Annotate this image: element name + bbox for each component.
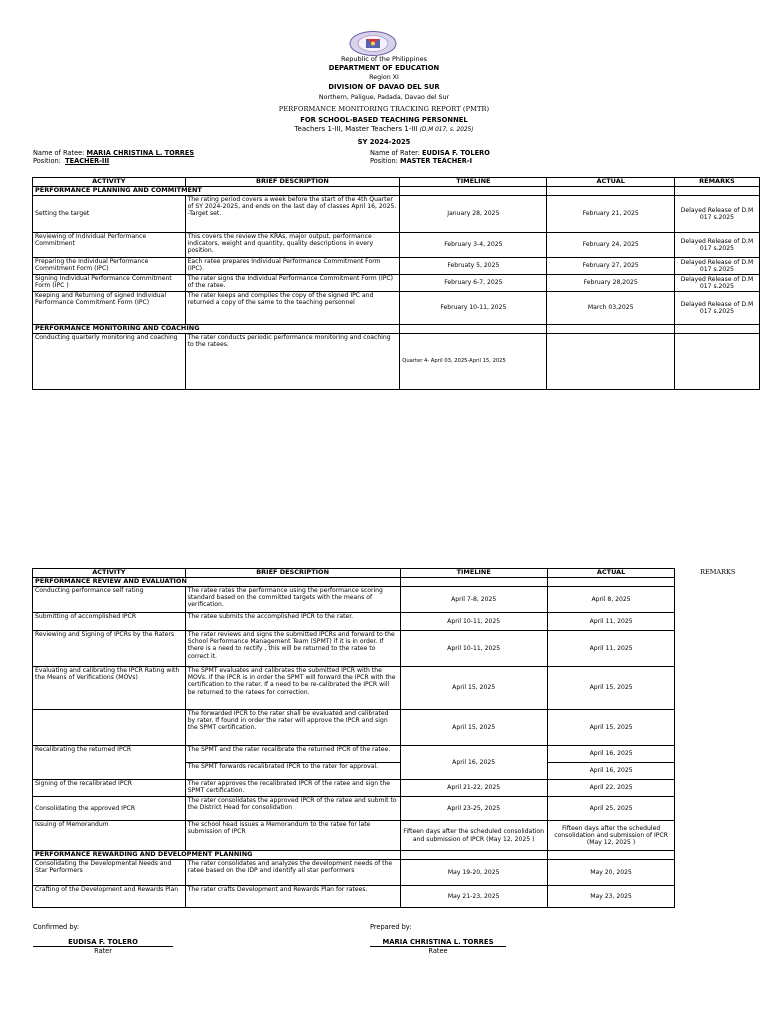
description-cell: The rater approves the recalibrated IPCR of the ratee and sign the SPMT certification. (185, 780, 400, 797)
confirmed-by-label: Confirmed by: (33, 923, 80, 931)
activity-cell: Reviewing of Individual Performance Commitment (33, 233, 186, 258)
timeline-cell: April 15, 2025 (400, 710, 547, 746)
rater-name-label: Name of Rater: (370, 149, 420, 157)
remarks-cell (675, 797, 760, 821)
table-row (33, 233, 760, 258)
school-year: SY 2024-2025 (357, 138, 411, 146)
description-cell: The rater consolidates and analyzes the development needs of the ratee based on the IDP and identify all star performers (185, 860, 400, 886)
table-row (33, 821, 761, 851)
table-row (33, 258, 760, 275)
activity-cell: Signing of the recalibrated IPCR (33, 780, 186, 797)
timeline-cell: Fifteen days after the scheduled consolidation and submission of IPCR (May 12, 2025 ) (400, 821, 547, 851)
actual-cell: April 11, 2025 (547, 631, 675, 667)
remarks-cell (675, 587, 760, 613)
ratee-name-label: Name of Ratee: (33, 149, 85, 157)
timeline-cell: May 19-20, 2025 (400, 860, 547, 886)
col-actual: ACTUAL (547, 178, 675, 187)
activity-cell: Evaluating and calibrating the IPCR Rating with the Means of Verifications (MOVs) (33, 667, 186, 710)
activity-cell: Keeping and Returning of signed Individual Performance Commitment Form (IPC) (33, 292, 186, 325)
remarks-cell (675, 860, 760, 886)
section-row (33, 578, 761, 587)
table-row (33, 860, 761, 886)
col-description: BRIEF DESCRIPTION (185, 178, 400, 187)
section-row (33, 187, 760, 196)
rater-name-line (370, 149, 490, 157)
timeline-cell: April 10-11, 2025 (400, 631, 547, 667)
table-row (33, 780, 761, 797)
timeline-cell: May 21-23, 2025 (400, 886, 547, 908)
remarks-cell (674, 334, 759, 390)
actual-cell: April 15, 2025 (547, 667, 675, 710)
actual-cell: April 25, 2025 (547, 797, 675, 821)
deped-seal-logo (349, 31, 397, 56)
actual-cell: May 23, 2025 (547, 886, 675, 908)
activity-cell: Setting the target (33, 196, 186, 233)
table-row (33, 746, 761, 763)
actual-cell (547, 334, 675, 390)
ratee-position: TEACHER-III (65, 157, 110, 165)
prepared-by-label: Prepared by: (370, 923, 412, 931)
section-row (33, 851, 761, 860)
remarks-cell: Delayed Release of D.M 017 s.2025 (674, 258, 759, 275)
report-title: PERFORMANCE MONITORING TRACKING REPORT (PMTR) (278, 105, 490, 113)
section-title: PERFORMANCE REVIEW AND EVALUATION (33, 578, 401, 587)
activity-cell: Reviewing and Signing of IPCRs by the Raters (33, 631, 186, 667)
timeline-cell: April 7-8, 2025 (400, 587, 547, 613)
remarks-cell (675, 780, 760, 797)
actual-cell: February 24, 2025 (547, 233, 675, 258)
description-cell: The rater conducts periodic performance monitoring and coaching to the ratees. (185, 334, 400, 390)
remarks-cell (675, 821, 760, 851)
actual-cell: April 8, 2025 (547, 587, 675, 613)
remarks-cell (675, 631, 760, 667)
col-activity: ACTIVITY (33, 569, 186, 578)
col-actual: ACTUAL (547, 569, 675, 578)
timeline-cell: April 23-25, 2025 (400, 797, 547, 821)
remarks-cell (675, 667, 760, 710)
actual-cell: February 27, 2025 (547, 258, 675, 275)
timeline-cell: April 21-22, 2025 (400, 780, 547, 797)
division-address: Northern, Paligue, Padada, Davao del Sur (318, 94, 450, 101)
section-title: PERFORMANCE REWARDING AND DEVELOPMENT PLANNING (33, 851, 401, 860)
prepared-by-name: MARIA CHRISTINA L. TORRES (382, 938, 494, 946)
activity-cell (33, 710, 186, 746)
actual-cell: March 03,2025 (547, 292, 675, 325)
actual-cell: April 11, 2025 (547, 613, 675, 631)
report-subtitle: FOR SCHOOL-BASED TEACHING PERSONNEL (300, 116, 468, 124)
remarks-cell: Delayed Release of D.M 017 s.2025 (674, 196, 759, 233)
remarks-cell: Delayed Release of D.M 017 s.2025 (674, 292, 759, 325)
description-cell: The forwarded IPCR to the rater shall be evaluated and calibrated by rater. If found in order the rater will approve the IPCR and sign the SPMT certification. (185, 710, 400, 746)
memo-reference: (D.M 017, s. 2025) (419, 127, 474, 133)
remarks-cell (675, 613, 760, 631)
activity-cell: Preparing the Individual Performance Commitment Form (IPC) (33, 258, 186, 275)
timeline-cell: April 15, 2025 (400, 667, 547, 710)
department-name: DEPARTMENT OF EDUCATION (328, 64, 440, 72)
division-name: DIVISION OF DAVAO DEL SUR (328, 83, 440, 91)
section-title: PERFORMANCE PLANNING AND COMMITMENT (33, 187, 400, 196)
actual-cell: February 21, 2025 (547, 196, 675, 233)
description-cell: The rater reviews and signs the submitted IPCRs and forward to the School Performance Management Team (SPMT) if it is in order. If there is a need to rectify , this will be returned to the ratee to correct it. (185, 631, 400, 667)
timeline-cell: January 28, 2025 (400, 196, 547, 233)
rater-position-label: Position: (370, 157, 398, 165)
section-title: PERFORMANCE MONITORING AND COACHING (33, 325, 400, 334)
description-cell: The ratee submits the accomplished IPCR to the rater. (185, 613, 400, 631)
table-row (33, 334, 760, 390)
description-cell: This covers the review the KRAs, major output, performance indicators, weight and quantity, quality descriptions in every position. (185, 233, 400, 258)
activity-cell: Consolidating the Developmental Needs and Star Performers (33, 860, 186, 886)
confirmed-by-name: EUDISA F. TOLERO (68, 938, 138, 946)
ratee-position-label: Position: (33, 157, 61, 165)
pmtr-table-1 (32, 177, 760, 390)
description-cell: The rater crafts Development and Rewards Plan for ratees. (185, 886, 400, 908)
actual-cell: April 22, 2025 (547, 780, 675, 797)
remarks-cell: Delayed Release of D.M 017 s.2025 (674, 233, 759, 258)
col-activity: ACTIVITY (33, 178, 186, 187)
table-row (33, 667, 761, 710)
description-cell: The rating period covers a week before the start of the 4th Quarter of SY 2024-2025, and ends on the last day of classes April 16, 2025. -Target set. (185, 196, 400, 233)
actual-cell: February 28,2025 (547, 275, 675, 292)
description-cell: The school head issues a Memorandum to the ratee for late submission of IPCR (185, 821, 400, 851)
actual-cell: April 16, 2025 (547, 746, 675, 763)
activity-cell: Signing Individual Performance Commitment Form (IPC ) (33, 275, 186, 292)
table-row (33, 275, 760, 292)
remarks-cell (675, 710, 760, 746)
col-description: BRIEF DESCRIPTION (185, 569, 400, 578)
activity-cell: Recalibrating the returned IPCR (33, 746, 186, 780)
table-row (33, 710, 761, 746)
description-cell: The rater signs the Individual Performance Commitment Form (IPC) of the ratee. (185, 275, 400, 292)
col-remarks: REMARKS (675, 569, 760, 578)
activity-cell: Consolidating the approved IPCR (33, 797, 186, 821)
confirmed-by-role: Rater (94, 947, 112, 955)
table-row (33, 613, 761, 631)
table-row (33, 631, 761, 667)
activity-cell: Issuing of Memorandum (33, 821, 186, 851)
timeline-cell: February 3-4, 2025 (400, 233, 547, 258)
col-timeline: TIMELINE (400, 178, 547, 187)
description-cell: The SPMT and the rater recalibrate the returned IPCR of the ratee. (185, 746, 400, 763)
activity-cell: Conducting performance self rating (33, 587, 186, 613)
table-header-row (33, 569, 761, 578)
description-cell: The rater keeps and compiles the copy of the signed IPC and returned a copy of the same to the teaching personnel (185, 292, 400, 325)
teachers-line (0, 125, 768, 133)
description-cell: Each ratee prepares Individual Performance Commitment Form (IPC). (185, 258, 400, 275)
timeline-cell: April 16, 2025 (400, 746, 547, 780)
timeline-cell: April 10-11, 2025 (400, 613, 547, 631)
col-timeline: TIMELINE (400, 569, 547, 578)
table-header-row (33, 178, 760, 187)
timeline-cell: Quarter 4- April 03, 2025-April 15, 2025 (400, 334, 547, 390)
activity-cell: Conducting quarterly monitoring and coaching (33, 334, 186, 390)
table-row (33, 797, 761, 821)
description-cell: The rater consolidates the approved IPCR of the ratee and submit to the District Head for consolidation (185, 797, 400, 821)
rater-position: MASTER TEACHER-I (400, 157, 473, 165)
timeline-cell: Februaty 5, 2025 (400, 258, 547, 275)
ratee-name-line (33, 149, 194, 157)
actual-cell: Fifteen days after the scheduled consolidation and submission of IPCR (May 12, 2025 ) (547, 821, 675, 851)
col-remarks: REMARKS (674, 178, 759, 187)
description-cell: The SPMT evaluates and calibrates the submitted IPCR with the MOVs. If the IPCR is in order the SPMT will forward the IPCR with the certification to the rater. If a need to be re-calibrated the IPCR will be returned to the ratees for correction. (185, 667, 400, 710)
table-row (33, 587, 761, 613)
teachers-text: Teachers 1-III, Master Teachers 1-III (294, 125, 418, 133)
rater-position-line (370, 157, 472, 165)
activity-cell: Submitting of accomplished IPCR (33, 613, 186, 631)
remarks-cell: Delayed Release of D.M 017 s.2025 (674, 275, 759, 292)
timeline-cell: February 6-7, 2025 (400, 275, 547, 292)
republic-line: Republic of the Philippines (341, 55, 427, 63)
table-row (33, 196, 760, 233)
region-line: Region XI (369, 74, 399, 81)
prepared-by-role: Ratee (428, 947, 448, 955)
description-cell: The SPMT forwards recalibrated IPCR to the rater for approval. (185, 763, 400, 780)
table-row (33, 886, 761, 908)
actual-cell: April 16, 2025 (547, 763, 675, 780)
table-row (33, 292, 760, 325)
actual-cell: April 15, 2025 (547, 710, 675, 746)
timeline-cell: February 10-11, 2025 (400, 292, 547, 325)
activity-cell: Crafting of the Development and Rewards Plan (33, 886, 186, 908)
pmtr-table-2 (32, 568, 760, 908)
rater-name: EUDISA F. TOLERO (422, 149, 490, 157)
ratee-name: MARIA CHRISTINA L. TORRES (86, 149, 195, 157)
description-cell: The ratee rates the performance using the performance scoring standard based on the committed targets with the means of verification. (185, 587, 400, 613)
ratee-position-line (33, 157, 109, 165)
actual-cell: May 20, 2025 (547, 860, 675, 886)
remarks-cell (675, 886, 760, 908)
section-row (33, 325, 760, 334)
